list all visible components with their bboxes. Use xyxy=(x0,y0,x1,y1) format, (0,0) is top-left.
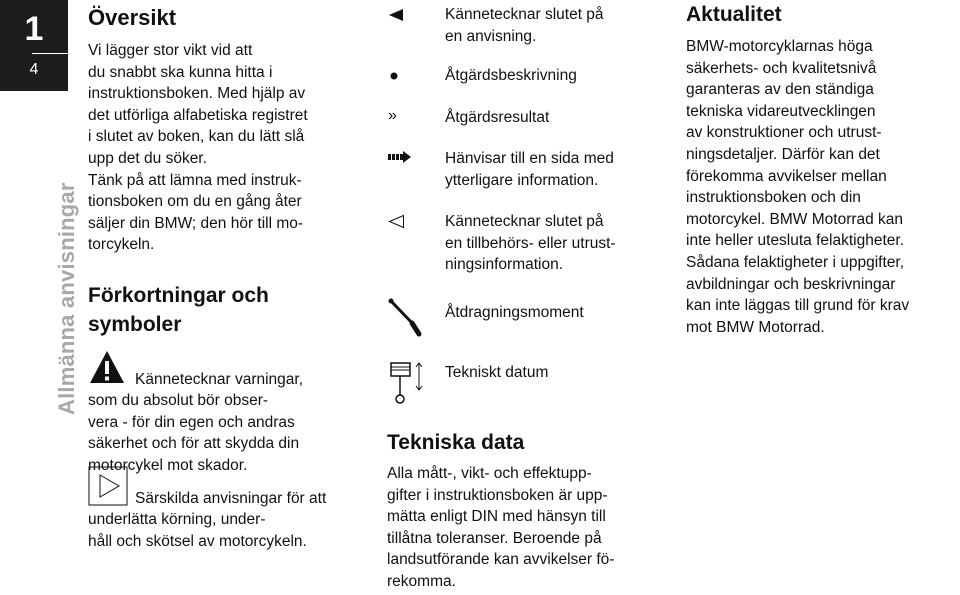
double-chevron-icon: » xyxy=(388,107,397,124)
section-label: Allmänna anvisningar xyxy=(54,182,79,415)
technical-heading: Tekniska data xyxy=(387,431,525,454)
symbol-page-reference: Hänvisar till en sida med ytterligare information. xyxy=(445,150,614,189)
symbol-result: Åtgärdsresultat xyxy=(445,109,550,126)
page-reference-arrow-icon xyxy=(388,151,412,163)
technical-text: Alla mått-, vikt- och effektupp- gifter i instruktionsboken är upp- mätta enligt DIN med hänsyn till tillåtna toleranser. Beroende på landsutförande kan avvikelser fö- rekomma. xyxy=(387,465,615,590)
symbol-technical-data: Tekniskt datum xyxy=(445,364,549,381)
symbol-end-of-instruction: Kännetecknar slutet på en anvisning. xyxy=(445,6,604,45)
chapter-tab-rule xyxy=(0,88,68,91)
overview-text: Vi lägger stor vikt vid att du snabbt ska kunna hitta i instruktionsboken. Med hjälp av det utförliga alfabetiska registret i slutet av boken, kan du lätt slå upp det du söker. Tänk på att lämna med instruk- tionsboken om du en gång åter säljer din BMW; den hör till mo- torcykeln. xyxy=(88,42,308,254)
warning-text: Kännetecknar varningar, som du absolut bör obser- vera - för din egen och andras säkerhet och för att skydda din motorcykel mot skador. xyxy=(88,370,304,474)
current-heading: Aktualitet xyxy=(686,3,782,26)
tab-divider xyxy=(32,53,68,54)
symbol-torque: Åtdragningsmoment xyxy=(445,304,584,321)
current-text: BMW-motorcyklarnas höga säkerhets- och kvalitetsnivå garanteras av den ständiga tekniska vidareutvecklingen av konstruktioner och utrust- ningsdetaljer. Därför kan det förekomma avvikelser mellan instruktionsboken och din motorcykel. BMW Motorrad kan inte heller utesluta felaktigheter. Sådana felaktigheter i uppgifter, avbildningar och beskrivningar kan inte läggas till grund för krav mot BMW Motorrad. xyxy=(686,38,910,336)
note-text: Särskilda anvisningar för att underlätta körning, under- håll och skötsel av motorcykeln. xyxy=(88,489,327,550)
filled-left-triangle-icon xyxy=(388,8,404,22)
outline-left-triangle-icon xyxy=(388,214,405,229)
piston-icon xyxy=(388,360,424,406)
bullet-icon xyxy=(390,72,398,80)
symbol-accessory-end: Kännetecknar slutet på en tillbehörs- eller utrust- ningsinformation. xyxy=(445,213,616,274)
abbreviations-heading: Förkortningar och symboler xyxy=(88,284,269,336)
chapter-number: 1 xyxy=(24,10,44,48)
page-number: 4 xyxy=(29,61,39,78)
torque-wrench-icon xyxy=(388,297,422,337)
symbol-action: Åtgärdsbeskrivning xyxy=(445,67,577,84)
overview-heading: Översikt xyxy=(88,5,177,30)
